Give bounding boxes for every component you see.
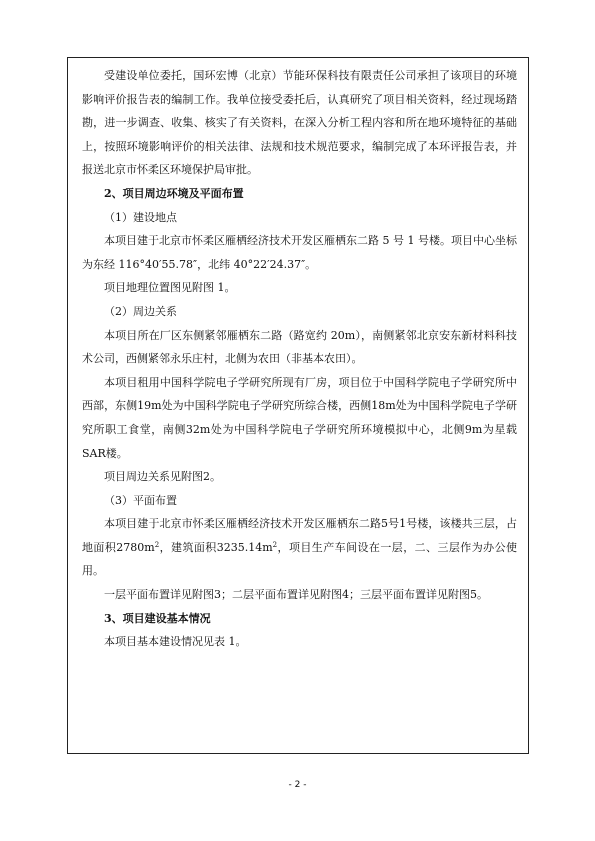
intro-paragraph: 受建设单位委托，国环宏博（北京）节能环保科技有限责任公司承担了该项目的环境影响评价报告表的编制工作。我单位接受委托后，认真研究了项目相关资料，经过现场踏勘，进一步调查、收集、核实了有关资料，在深入分析工程内容和所在地环境特征的基础上，按照环境影响评价的相关法律、法规和技术规范要求，编制完成了本环评报告表，并报送北京市怀柔区环境保护局审批。 [82, 69, 517, 177]
page-number: - 2 - [288, 780, 307, 790]
area-paragraph [82, 512, 517, 583]
lease-paragraph: 本项目租用中国科学院电子学研究所现有厂房，项目位于中国科学院电子学研究所中西部，东侧19m处为中国科学院电子学研究所综合楼，西侧18m处为中国科学院电子学研究所职工食堂，南侧32m处为中国科学院电子学研究所环境模拟中心，北侧9m为星载SAR楼。 [82, 375, 517, 460]
area-sup-1: 2 [154, 540, 160, 549]
subheading-layout: （3）平面布置 [104, 493, 177, 507]
location-figure-note: 项目地理位置图见附图 1。 [104, 281, 236, 295]
surroundings-paragraph: 本项目所在厂区东侧紧邻雁栖东二路（路宽约 20m），南侧紧邻北京安东新材料科技术公司，西侧紧邻永乐庄村，北侧为农田（非基本农田）。 [82, 328, 517, 366]
section-3-heading: 3、项目建设基本情况 [104, 611, 211, 625]
location-paragraph: 本项目建于北京市怀柔区雁栖经济技术开发区雁栖东二路 5 号 1 号楼。项目中心坐标为东经 116°40′55.78″，北纬 40°22′24.37″。 [82, 234, 517, 271]
area-text-1: 本项目建于北京市怀柔区雁栖经济技术开发区雁栖东二路5号1号楼，该楼共三层，占地面积2780m [82, 517, 517, 554]
area-text-3: ，项目生产车间设在一层，二、三层作为办公使用。 [82, 540, 518, 578]
subheading-surroundings: （2）周边关系 [104, 304, 177, 318]
area-text-2: ，建筑面积3235.14m [159, 540, 273, 554]
subheading-location: （1）建设地点 [104, 210, 177, 224]
section-2-heading: 2、项目周边环境及平面布置 [104, 186, 244, 200]
section-3-text: 本项目基本建设情况见表 1。 [104, 635, 247, 649]
document-body [82, 64, 517, 654]
floor-plan-note: 一层平面布置详见附图3；二层平面布置详见附图4；三层平面布置详见附图5。 [104, 588, 488, 602]
surroundings-figure-note: 项目周边关系见附图2。 [104, 470, 221, 484]
area-sup-2: 2 [272, 540, 278, 549]
